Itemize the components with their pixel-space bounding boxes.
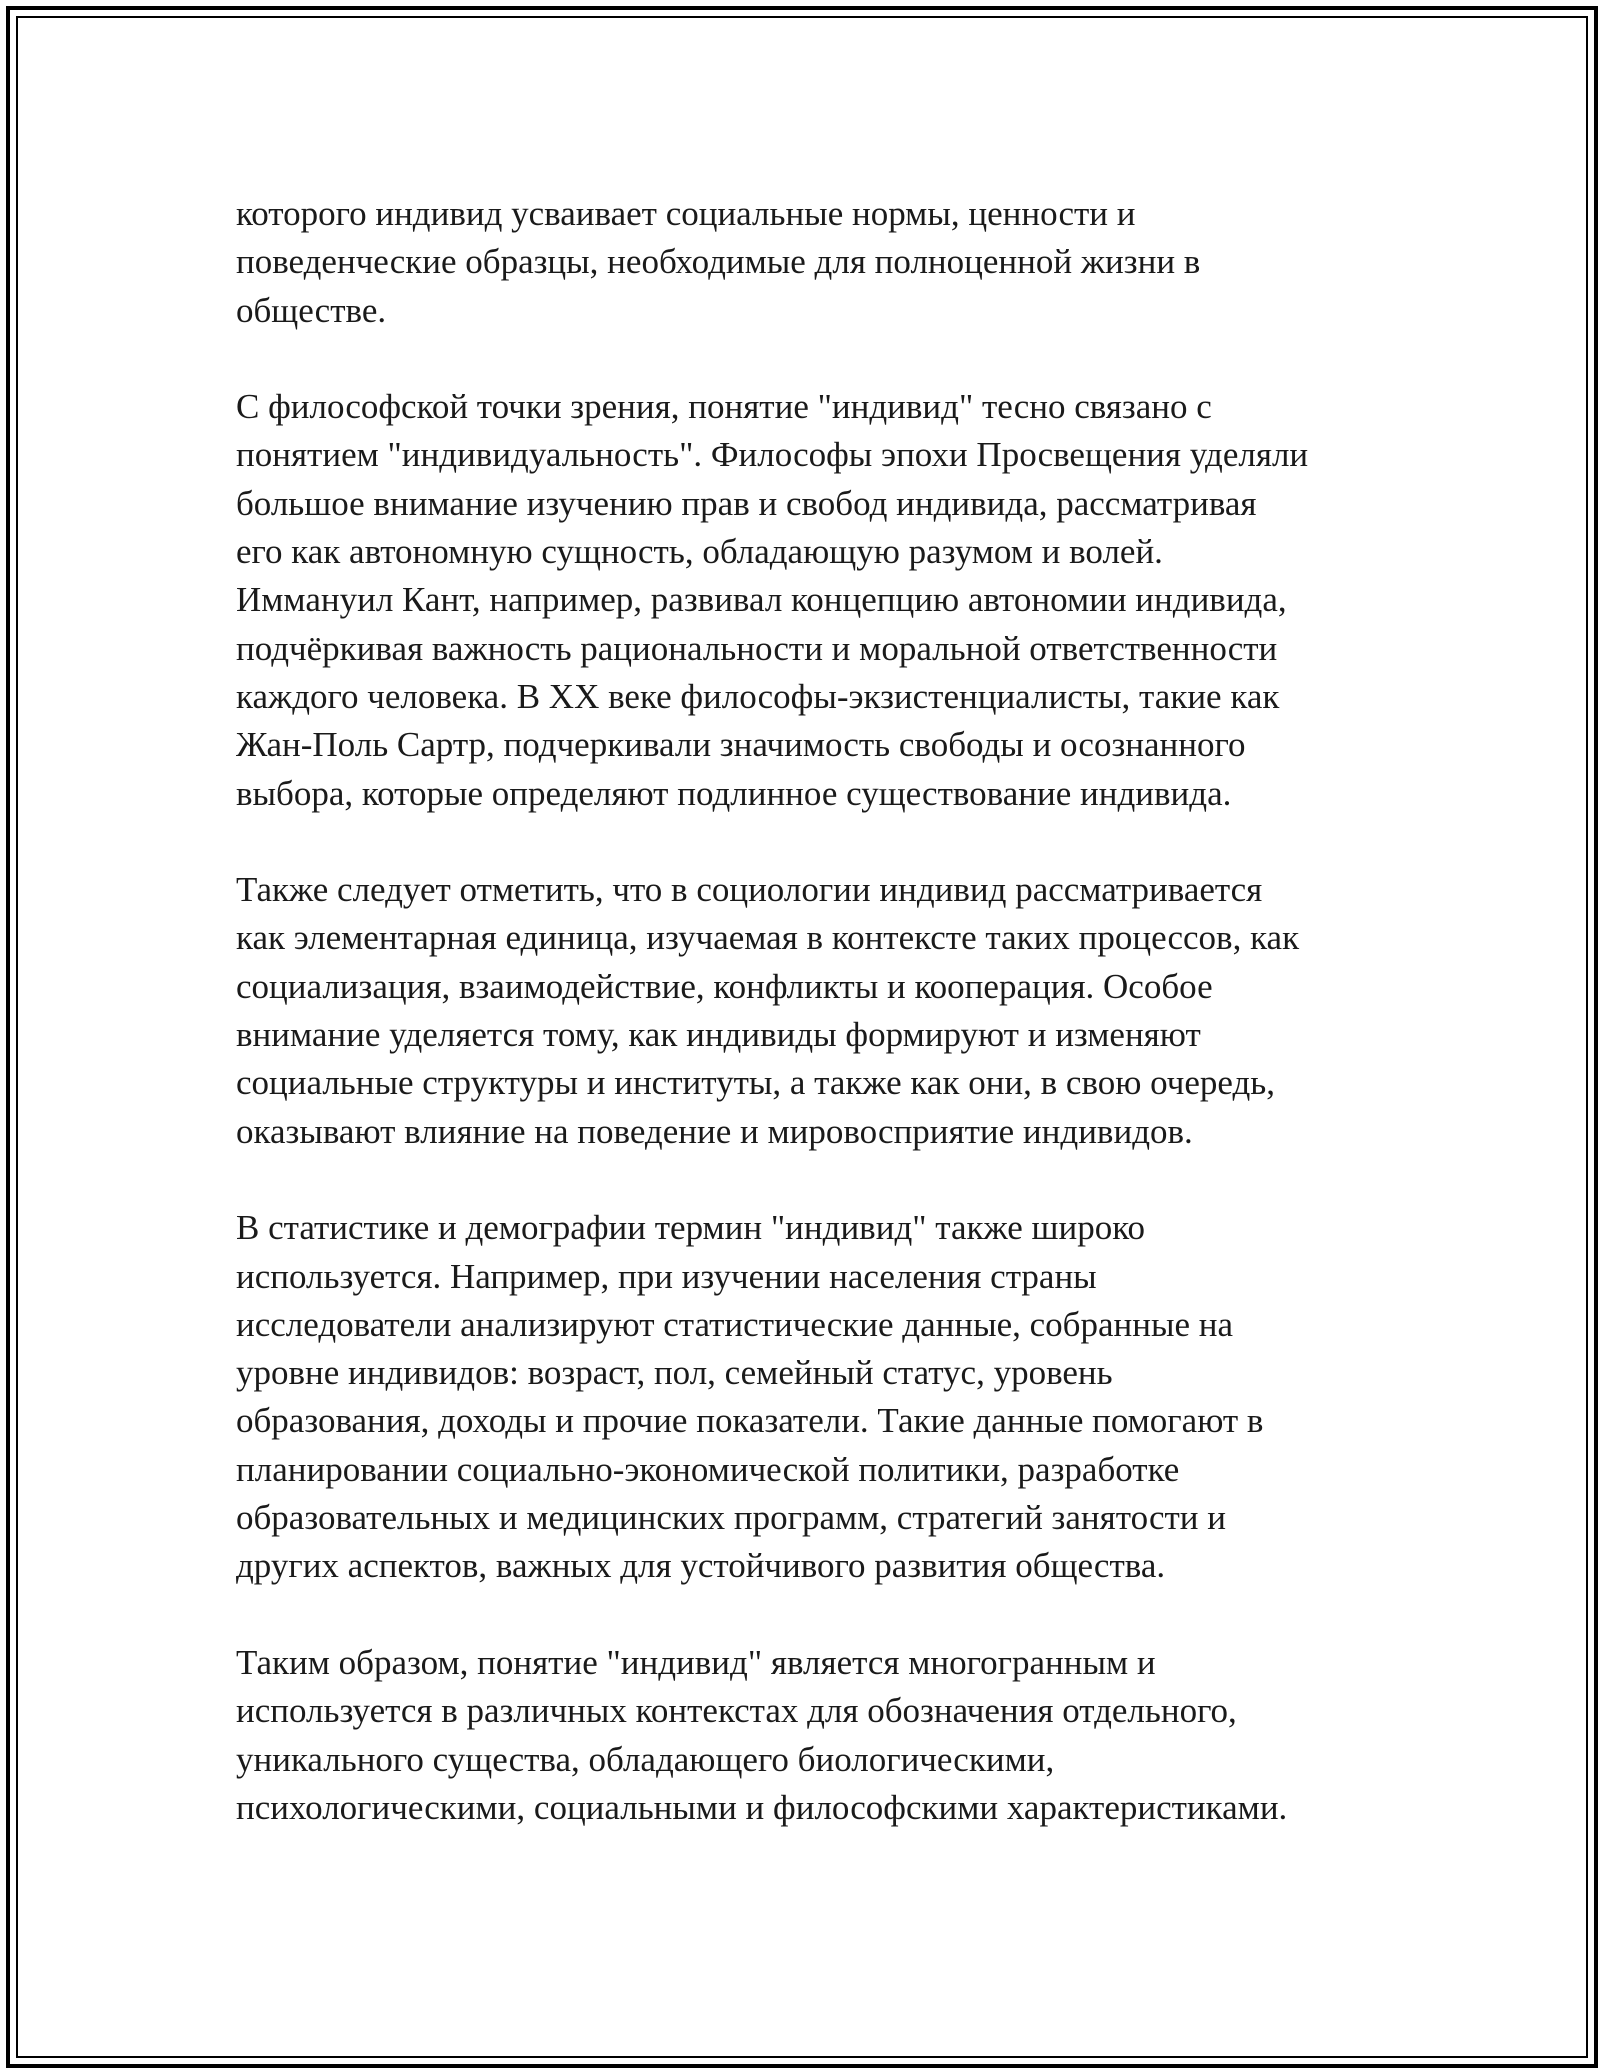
paragraph-socialization-end: которого индивид усваивает социальные нормы, ценности и поведенческие образцы, необходимые для полноценной жизни в обществе. <box>236 194 1201 330</box>
paragraph-conclusion: Таким образом, понятие "индивид" является многогранным и используется в различных контекстах для обозначения отдельного, уникального существа, обладающего биологическими, психологическими, социальными и философскими характеристиками. <box>236 1642 1288 1827</box>
paragraph-philosophy: С философской точки зрения, понятие "индивид" тесно связано с понятием "индивидуальность". Философы эпохи Просвещения уделяли большое внимание изучению прав и свобод индивида, рассматривая его как автономную сущность, обладающую разумом и волей. Иммануил Кант, например, развивал концепцию автономии индивида, подчёркивая важность рациональности и моральной ответственности каждого человека. В XX веке философы-экзистенциалисты, такие как Жан-Поль Сартр, подчеркивали значимость свободы и осознанного выбора, которые определяют подлинное существование индивида. <box>236 387 1309 813</box>
paragraph-statistics: В статистике и демографии термин "индивид" также широко используется. Например, при изучении населения страны исследователи анализируют статистические данные, собранные на уровне индивидов: возраст, пол, семейный статус, уровень образования, доходы и прочие показатели. Такие данные помогают в планировании социально-экономической политики, разработке образовательных и медицинских программ, стратегий занятости и других аспектов, важных для устойчивого развития общества. <box>236 1208 1264 1586</box>
paragraph-sociology: Также следует отметить, что в социологии индивид рассматривается как элементарная единица, изучаемая в контексте таких процессов, как социализация, взаимодействие, конфликты и кооперация. Особое внимание уделяется тому, как индивиды формируют и изменяют социальные структуры и институты, а также как они, в свою очередь, оказывают влияние на поведение и мировосприятие индивидов. <box>236 870 1300 1151</box>
document-body <box>236 190 1376 1880</box>
